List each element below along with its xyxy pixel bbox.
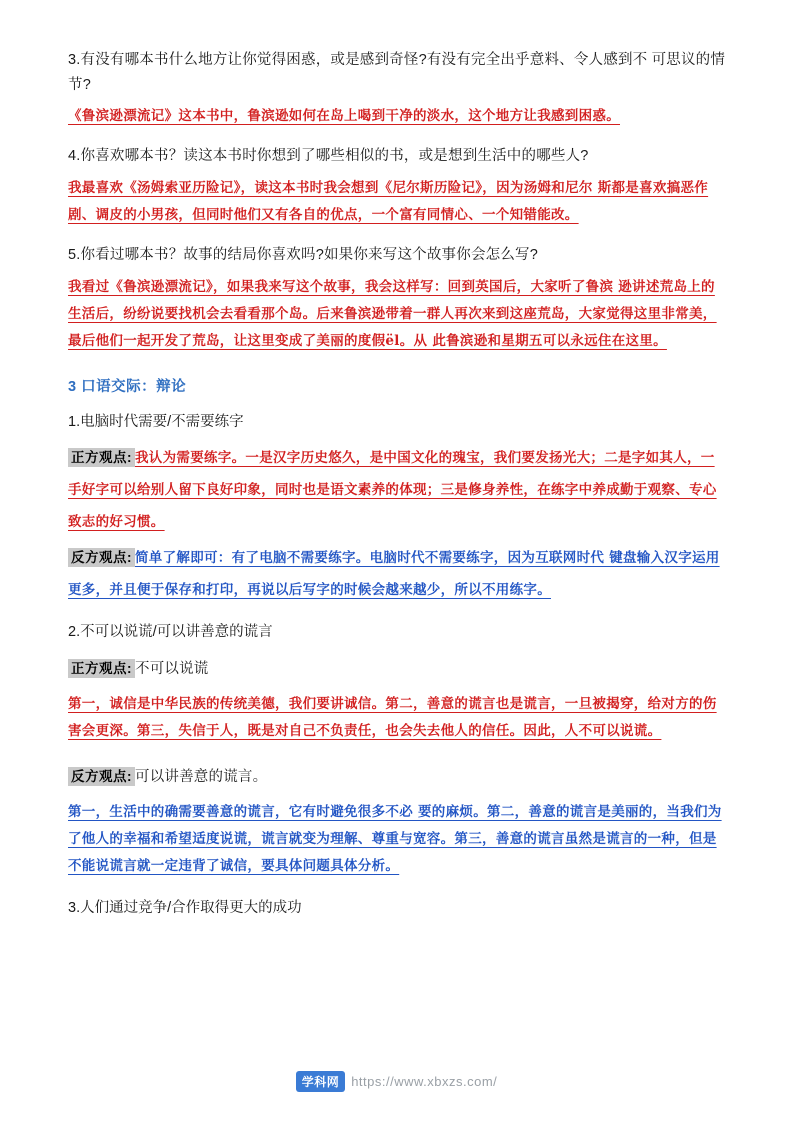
pro-view-tag: 正方观点: [68,659,135,678]
topic-1-con-text: 简单了解即可：有了电脑不需要练字。电脑时代不需要练字，因为互联网时代 键盘输入汉字运用更多，并且便于保存和打印，再说以后写字的时候会越来越少，所以不用练字。 [68,550,720,599]
question-4-prompt: 4.你喜欢哪本书？读这本书时你想到了哪些相似的书，或是想到生活中的哪些人? [68,148,589,165]
topic-2-pro-row [68,653,728,685]
topic-1-pro-text: 我认为需要练字。一是汉字历史悠久，是中国文化的瑰宝，我们要发扬光大；二是字如其人，一手好字可以给别人留下良好印象，同时也是语文素养的体现；三是修身养性，在练字中养成勤于观察、专心致志的好习惯。 [68,450,717,531]
topic-1-prompt: 1.电脑时代需要/不需要练字 [68,413,244,430]
pro-view-tag: 正方观点: [68,448,135,467]
topic-2-con-inline: 可以讲善意的谎言。 [135,768,268,785]
topic-2-pro-block: 第一，诚信是中华民族的传统美德，我们要讲诚信。第二，善意的谎言也是谎言，一旦被揭穿，给对方的伤害会更深。第三，失信于人，既是对自己不负责任，也会失去他人的信任。因此，人不可以说谎。 [68,695,717,739]
topic-2-con-row [68,761,728,793]
question-3-prompt: 3.有没有哪本书什么地方让你觉得困惑，或是感到奇怪?有没有完全出乎意料、令人感到不 可思议的情节? [68,52,726,93]
topic-1-con-row [68,542,728,606]
topic-2-prompt: 2.不可以说谎/可以讲善意的谎言 [68,624,273,641]
con-view-tag: 反方观点: [68,548,135,567]
topic-1-pro-row [68,442,728,538]
topic-3-prompt: 3.人们通过竞争/合作取得更大的成功 [68,899,302,916]
topic-2-con-block: 第一，生活中的确需要善意的谎言，它有时避免很多不必 要的麻烦。第二，善意的谎言是美丽的，当我们为了他人的幸福和希望适度说谎，谎言就变为理解、尊重与宽容。第三，善意的谎言虽然是谎言的一种，但是不能说谎言就一定违背了诚信，要具体问题具体分析。 [68,803,722,874]
section-title-oral-debate: 3 口语交际：辩论 [68,378,187,395]
question-5-prompt: 5.你看过哪本书？故事的结局你喜欢吗?如果你来写这个故事你会怎么写? [68,246,539,263]
watermark-logo: 学科网 [296,1071,346,1092]
question-5-answer: 我看过《鲁滨逊漂流记》，如果我来写这个故事，我会这样写：回到英国后，大家听了鲁滨 逊讲述荒岛上的生活后，纷纷说要找机会去看看那个岛。后来鲁滨逊带着一群人再次来到这座荒岛，大家觉得这里非常美，最后他们一起开发了荒岛，让这里变成了美丽的度假ël。从 此鲁滨逊和星期五可以永远住在这里。 [68,278,717,349]
document-content [68,48,728,928]
question-4-answer: 我最喜欢《汤姆索亚历险记》，读这本书时我会想到《尼尔斯历险记》，因为汤姆和尼尔 斯都是喜欢搞恶作剧、调皮的小男孩，但同时他们又有各自的优点，一个富有同情心、一个知错能改。 [68,179,709,223]
topic-2-pro-inline: 不可以说谎 [135,660,209,677]
question-3-answer: 《鲁滨逊漂流记》这本书中，鲁滨逊如何在岛上喝到干净的淡水，这个地方让我感到困惑。 [68,108,620,125]
con-view-tag: 反方观点: [68,767,135,786]
watermark [0,1071,793,1092]
watermark-url: https://www.xbxzs.com/ [351,1074,498,1089]
